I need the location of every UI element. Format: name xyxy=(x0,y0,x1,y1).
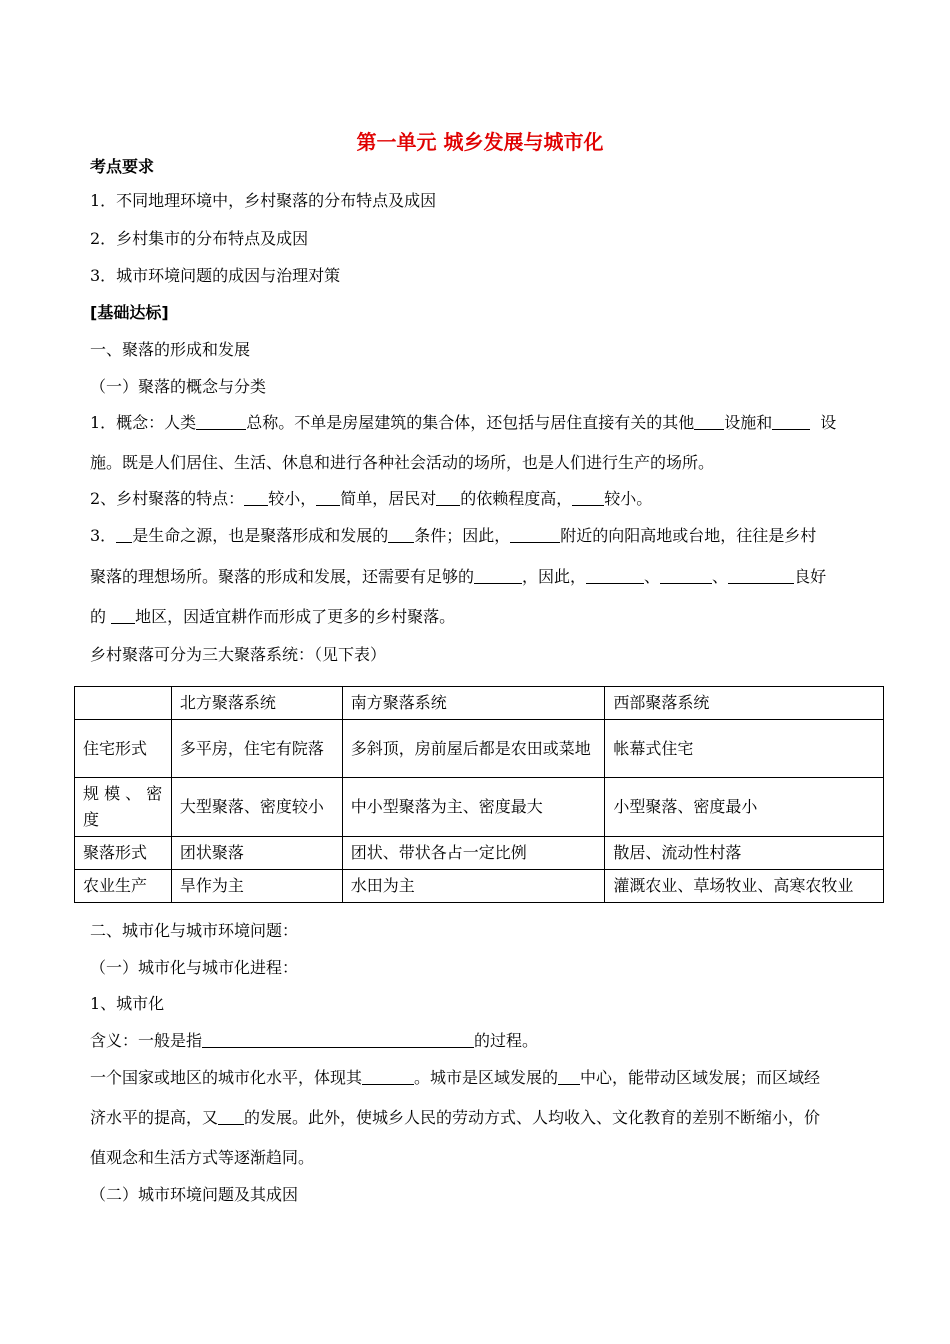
table-cell: 旱作为主 xyxy=(171,870,342,903)
fill-blank[interactable] xyxy=(218,1108,244,1125)
table-cell: 规 模 、 密度 xyxy=(75,778,172,837)
table-header-row xyxy=(75,687,884,720)
table-cell: 大型聚落、密度较小 xyxy=(171,778,342,837)
table-cell: 散居、流动性村落 xyxy=(605,837,884,870)
fill-blank[interactable] xyxy=(558,1068,580,1085)
table-cell: 住宅形式 xyxy=(75,720,172,778)
meaning-line: 含义：一般是指 的过程。 xyxy=(90,1031,539,1050)
table-cell: 帐幕式住宅 xyxy=(605,720,884,778)
level-line-2: 济水平的提高，又 的发展。此外，使城乡人民的劳动方式、人均收入、文化教育的差别不断缩小，价 xyxy=(90,1108,821,1127)
fill-blank[interactable] xyxy=(586,567,644,584)
fill-blank[interactable] xyxy=(388,526,414,543)
table-cell: 水田为主 xyxy=(342,870,605,903)
table-cell: 聚落形式 xyxy=(75,837,172,870)
fill-blank[interactable] xyxy=(316,489,340,506)
table-cell: 多斜顶，房前屋后都是农田或菜地 xyxy=(342,720,605,778)
level-line-1: 一个国家或地区的城市化水平，体现其 。城市是区域发展的 中心，能带动区域发展；而区域经 xyxy=(90,1068,821,1087)
features-line: 2、乡村聚落的特点： 较小， 简单，居民对 的依赖程度高， 较小。 xyxy=(90,489,653,508)
table-row xyxy=(75,778,884,837)
fill-blank[interactable] xyxy=(111,607,135,624)
table-cell: 中小型聚落为主、密度最大 xyxy=(342,778,605,837)
section2-sub2: （二）城市环境问题及其成因 xyxy=(90,1185,299,1204)
concept-line-2: 施。既是人们居住、生活、休息和进行各种社会活动的场所，也是人们进行生产的场所。 xyxy=(90,453,715,472)
requirements-heading: 考点要求 xyxy=(90,157,155,176)
requirement-item: 2．乡村集市的分布特点及成因 xyxy=(90,229,309,248)
water-line-1: 3． 是生命之源，也是聚落形成和发展的 条件；因此， 附近的向阳高地或台地，往往是乡村 xyxy=(90,526,817,545)
level-line-3: 值观念和生活方式等逐渐趋同。 xyxy=(90,1148,315,1167)
table-row xyxy=(75,720,884,778)
table-cell: 团状聚落 xyxy=(171,837,342,870)
table-intro: 乡村聚落可分为三大聚落系统：（见下表） xyxy=(90,645,387,664)
section1-sub1: （一）聚落的概念与分类 xyxy=(90,377,267,396)
table-row xyxy=(75,870,884,903)
basic-label: [基础达标] xyxy=(90,303,169,322)
water-line-2: 聚落的理想场所。聚落的形成和发展，还需要有足够的 ，因此， 、 、 良好 xyxy=(90,567,827,586)
requirement-item: 3．城市环境问题的成因与治理对策 xyxy=(90,266,341,285)
settlement-table xyxy=(74,686,884,903)
table-cell: 灌溉农业、草场牧业、高寒农牧业 xyxy=(605,870,884,903)
table-header-cell xyxy=(75,687,172,720)
table-header-cell: 西部聚落系统 xyxy=(605,687,884,720)
table-cell: 农业生产 xyxy=(75,870,172,903)
table-cell: 团状、带状各占一定比例 xyxy=(342,837,605,870)
fill-blank[interactable] xyxy=(196,413,246,430)
section2-heading: 二、城市化与城市环境问题： xyxy=(90,921,299,940)
table-cell: 小型聚落、密度最小 xyxy=(605,778,884,837)
fill-blank[interactable] xyxy=(436,489,460,506)
fill-blank[interactable] xyxy=(116,526,132,543)
fill-blank[interactable] xyxy=(202,1031,474,1048)
table-cell: 多平房，住宅有院落 xyxy=(171,720,342,778)
fill-blank[interactable] xyxy=(728,567,794,584)
fill-blank[interactable] xyxy=(510,526,560,543)
water-line-3: 的 地区，因适宜耕作而形成了更多的乡村聚落。 xyxy=(90,607,456,626)
fill-blank[interactable] xyxy=(660,567,712,584)
section2-sub1: （一）城市化与城市化进程： xyxy=(90,958,299,977)
table-row xyxy=(75,837,884,870)
document-title: 第一单元 城乡发展与城市化 xyxy=(356,130,604,154)
fill-blank[interactable] xyxy=(362,1068,414,1085)
section2-item1: 1、城市化 xyxy=(90,994,165,1013)
fill-blank[interactable] xyxy=(694,413,724,430)
table-header-cell: 南方聚落系统 xyxy=(342,687,605,720)
fill-blank[interactable] xyxy=(244,489,268,506)
table-header-cell: 北方聚落系统 xyxy=(171,687,342,720)
fill-blank[interactable] xyxy=(772,413,810,430)
fill-blank[interactable] xyxy=(572,489,604,506)
concept-line-1: 1．概念：人类 总称。不单是房屋建筑的集合体，还包括与居住直接有关的其他 设施和 设 xyxy=(90,413,837,432)
section1-heading: 一、聚落的形成和发展 xyxy=(90,340,251,359)
fill-blank[interactable] xyxy=(474,567,522,584)
requirement-item: 1．不同地理环境中，乡村聚落的分布特点及成因 xyxy=(90,191,437,210)
